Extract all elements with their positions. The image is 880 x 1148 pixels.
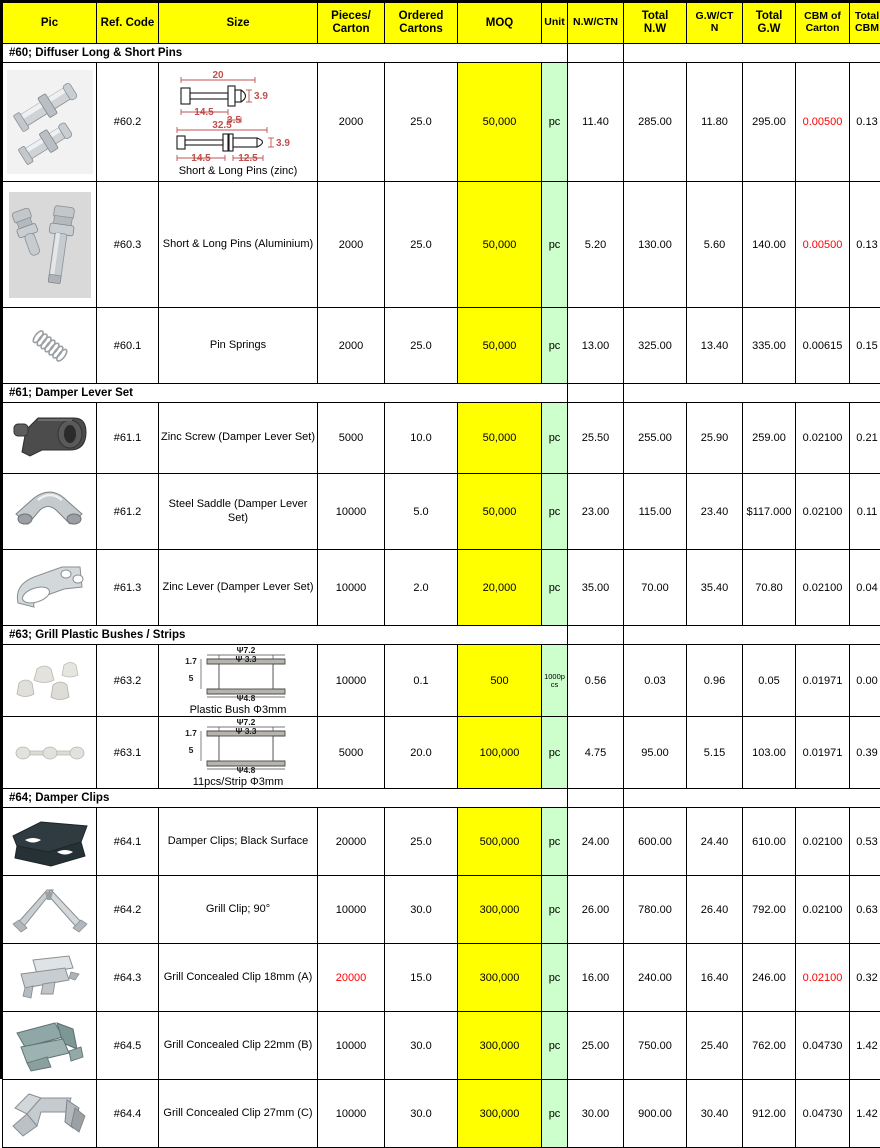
cell-size: [159, 403, 318, 474]
cell-ordered-cartons: 20.0: [385, 717, 458, 789]
svg-text:3.5: 3.5: [227, 115, 241, 126]
cell-gw-per-ctn: 25.90: [687, 403, 743, 474]
cell-cbm-of-carton: 0.02100: [796, 944, 850, 1012]
col-header-ref-code: Ref. Code: [97, 3, 159, 44]
table-row: [3, 182, 880, 308]
cell-ordered-cartons: 10.0: [385, 403, 458, 474]
section-spacer-cell: [568, 384, 624, 403]
cell-moq: 500,000: [458, 808, 542, 876]
cbmc-line2: Carton: [806, 22, 840, 34]
photo-zinc-screw: [8, 410, 92, 466]
cell-cbm-of-carton: 0.02100: [796, 808, 850, 876]
cell-total-cbm: 0.13: [850, 182, 880, 308]
cell-total-gw: 335.00: [743, 308, 796, 384]
cell-picture: [3, 876, 97, 944]
cell-total-gw: 762.00: [743, 1012, 796, 1080]
cell-cbm-of-carton: 0.02100: [796, 876, 850, 944]
cell-picture: [3, 808, 97, 876]
pcs-line1: Pieces/: [331, 10, 371, 22]
svg-text:Ψ7.2: Ψ7.2: [237, 645, 256, 655]
unit-line1: 1000p: [544, 672, 565, 681]
cell-gw-per-ctn: 24.40: [687, 808, 743, 876]
cell-nw-per-ctn: 5.20: [568, 182, 624, 308]
cell-unit: pc: [542, 1080, 568, 1148]
drawing-bush-dimensions: [167, 645, 309, 703]
cell-total-cbm: 0.13: [850, 63, 880, 182]
cell-cbm-of-carton: 0.00500: [796, 182, 850, 308]
table-row: [3, 403, 880, 474]
col-header-pieces-carton: [318, 3, 385, 44]
photo-zinc-lever: [3, 559, 96, 617]
cell-moq: 300,000: [458, 944, 542, 1012]
cell-total-cbm: 1.42: [850, 1080, 880, 1148]
cell-unit: pc: [542, 876, 568, 944]
size-text: Grill Concealed Clip 18mm (A): [159, 971, 317, 985]
cell-moq: 50,000: [458, 308, 542, 384]
size-text: Short & Long Pins (Aluminium): [159, 238, 317, 252]
cell-cbm-of-carton: 0.02100: [796, 550, 850, 626]
photo-plastic-bushes: [3, 655, 96, 707]
col-header-moq: MOQ: [458, 3, 542, 44]
table-body: [3, 3, 880, 1148]
cell-picture: [3, 1080, 97, 1148]
drawing-caption: 11pcs/Strip Φ3mm: [193, 776, 284, 788]
packing-list-table: [2, 2, 880, 1148]
svg-text:Ψ 3.3: Ψ 3.3: [235, 654, 256, 664]
cell-size: [159, 474, 318, 550]
cell-pieces-per-carton: 10000: [318, 1080, 385, 1148]
col-header-nw-per-ctn: N.W/CTN: [568, 3, 624, 44]
cell-cbm-of-carton: 0.04730: [796, 1080, 850, 1148]
svg-text:3.9: 3.9: [276, 138, 290, 149]
cell-total-gw: 295.00: [743, 63, 796, 182]
col-header-total-gw: [743, 3, 796, 44]
cell-size: [159, 1080, 318, 1148]
tnw-line2: N.W: [644, 23, 666, 35]
cell-picture: [3, 474, 97, 550]
table-row: [3, 474, 880, 550]
cell-cbm-of-carton: 0.01971: [796, 645, 850, 717]
cell-cbm-of-carton: 0.02100: [796, 403, 850, 474]
cell-size: [159, 645, 318, 717]
cell-gw-per-ctn: 16.40: [687, 944, 743, 1012]
col-header-ordered-cartons: [385, 3, 458, 44]
cell-nw-per-ctn: 0.56: [568, 645, 624, 717]
table-row: [3, 645, 880, 717]
cell-ordered-cartons: 30.0: [385, 1012, 458, 1080]
cell-total-nw: 70.00: [624, 550, 687, 626]
section-spacer-wide: [624, 384, 880, 403]
cell-total-gw: 610.00: [743, 808, 796, 876]
photo-chrome-pins: [7, 70, 93, 174]
cell-unit: pc: [542, 808, 568, 876]
svg-text:14.5: 14.5: [194, 107, 214, 118]
cell-total-nw: 130.00: [624, 182, 687, 308]
drawing-bush-dimensions: [167, 717, 309, 775]
cell-size: [159, 1012, 318, 1080]
cell-ref-code: #64.1: [97, 808, 159, 876]
svg-text:Ψ7.2: Ψ7.2: [237, 717, 256, 727]
ord-line2: Cartons: [399, 23, 442, 35]
cell-total-cbm: 0.39: [850, 717, 880, 789]
cell-total-nw: 0.03: [624, 645, 687, 717]
cell-total-cbm: 0.53: [850, 808, 880, 876]
cell-nw-per-ctn: 24.00: [568, 808, 624, 876]
cell-total-gw: 246.00: [743, 944, 796, 1012]
cell-total-cbm: 0.32: [850, 944, 880, 1012]
photo-bush-strip: [3, 736, 96, 770]
cell-ref-code: #60.3: [97, 182, 159, 308]
photo-aluminium-pins: [3, 192, 96, 298]
table-row: [3, 717, 880, 789]
photo-grill-clip-90: [3, 880, 96, 940]
photo-concealed-clip-27: [3, 1086, 96, 1142]
svg-text:Ψ4.8: Ψ4.8: [237, 765, 256, 775]
table-row: [3, 550, 880, 626]
cell-picture: [3, 645, 97, 717]
cell-ref-code: #63.1: [97, 717, 159, 789]
cell-nw-per-ctn: 16.00: [568, 944, 624, 1012]
cell-ref-code: #61.3: [97, 550, 159, 626]
cell-pieces-per-carton: 10000: [318, 876, 385, 944]
svg-text:1.7: 1.7: [185, 728, 197, 738]
cell-nw-per-ctn: 30.00: [568, 1080, 624, 1148]
cell-total-gw: $117.000: [743, 474, 796, 550]
cell-unit: pc: [542, 944, 568, 1012]
cell-gw-per-ctn: 5.15: [687, 717, 743, 789]
col-header-unit: Unit: [542, 3, 568, 44]
cbmc-line1: CBM of: [804, 10, 841, 22]
cell-moq: 50,000: [458, 182, 542, 308]
cell-nw-per-ctn: 23.00: [568, 474, 624, 550]
cell-total-nw: 255.00: [624, 403, 687, 474]
cell-ref-code: #61.2: [97, 474, 159, 550]
cell-cbm-of-carton: 0.00500: [796, 63, 850, 182]
section-title: #64; Damper Clips: [3, 789, 568, 808]
cell-pieces-per-carton: 2000: [318, 182, 385, 308]
cell-total-cbm: 0.11: [850, 474, 880, 550]
cell-nw-per-ctn: 25.50: [568, 403, 624, 474]
section-header-row: [3, 44, 880, 63]
table-row: [3, 876, 880, 944]
cell-pieces-per-carton: 10000: [318, 1012, 385, 1080]
cell-size: [159, 308, 318, 384]
cell-ref-code: #60.2: [97, 63, 159, 182]
photo-concealed-clip-27: [7, 1086, 93, 1142]
svg-text:Ψ 3.3: Ψ 3.3: [235, 726, 256, 736]
cell-ordered-cartons: 0.1: [385, 645, 458, 717]
cell-ordered-cartons: 25.0: [385, 308, 458, 384]
tcbm-line1: Total: [855, 10, 879, 22]
section-spacer-cell: [568, 789, 624, 808]
photo-zinc-screw: [3, 410, 96, 466]
svg-text:12.5: 12.5: [238, 153, 258, 164]
cell-picture: [3, 717, 97, 789]
ord-line1: Ordered: [399, 10, 444, 22]
cell-size: [159, 808, 318, 876]
photo-bush-strip: [7, 736, 93, 770]
cell-nw-per-ctn: 11.40: [568, 63, 624, 182]
cell-ordered-cartons: 25.0: [385, 808, 458, 876]
drawing-pins-dimensions: [163, 68, 313, 164]
photo-damper-clip-black: [3, 812, 96, 872]
section-header-row: [3, 384, 880, 403]
cell-pieces-per-carton: 10000: [318, 550, 385, 626]
unit-line2: cs: [551, 680, 559, 689]
table-header-row: [3, 3, 880, 44]
cell-size: [159, 550, 318, 626]
size-text: Grill Clip; 90°: [159, 903, 317, 917]
cell-moq: 50,000: [458, 403, 542, 474]
photo-aluminium-pins: [9, 192, 91, 298]
section-title: #63; Grill Plastic Bushes / Strips: [3, 626, 568, 645]
cell-ref-code: #63.2: [97, 645, 159, 717]
section-spacer-cell: [568, 44, 624, 63]
cell-gw-per-ctn: 26.40: [687, 876, 743, 944]
photo-pin-spring: [26, 325, 74, 367]
cell-cbm-of-carton: 0.04730: [796, 1012, 850, 1080]
photo-plastic-bushes: [7, 655, 93, 707]
cell-ref-code: #61.1: [97, 403, 159, 474]
cell-moq: 300,000: [458, 876, 542, 944]
tgw-line1: Total: [756, 10, 783, 22]
svg-text:20: 20: [212, 70, 224, 81]
photo-chrome-pins: [3, 70, 96, 174]
pcs-line2: Carton: [332, 23, 369, 35]
size-text: Steel Saddle (Damper Lever Set): [159, 498, 317, 526]
table-row: [3, 1012, 880, 1080]
cell-pieces-per-carton: 5000: [318, 403, 385, 474]
photo-concealed-clip-22: [7, 1017, 93, 1075]
cell-unit: pc: [542, 308, 568, 384]
cell-moq: 300,000: [458, 1012, 542, 1080]
cell-unit: pc: [542, 550, 568, 626]
col-header-size: Size: [159, 3, 318, 44]
cell-nw-per-ctn: 4.75: [568, 717, 624, 789]
section-header-row: [3, 789, 880, 808]
svg-text:3.9: 3.9: [254, 91, 268, 102]
cell-pieces-per-carton: 2000: [318, 63, 385, 182]
cell-unit: pc: [542, 717, 568, 789]
cell-picture: [3, 308, 97, 384]
cell-total-nw: 325.00: [624, 308, 687, 384]
section-spacer-wide: [624, 626, 880, 645]
cell-size: [159, 944, 318, 1012]
cell-picture: [3, 550, 97, 626]
cell-ref-code: #64.3: [97, 944, 159, 1012]
cell-cbm-of-carton: 0.00615: [796, 308, 850, 384]
cell-total-gw: 912.00: [743, 1080, 796, 1148]
cell-ordered-cartons: 30.0: [385, 1080, 458, 1148]
size-text: Zinc Screw (Damper Lever Set): [159, 431, 317, 445]
gwctn-line2: N: [711, 22, 719, 34]
cell-ordered-cartons: 30.0: [385, 876, 458, 944]
cell-picture: [3, 182, 97, 308]
cell-cbm-of-carton: 0.02100: [796, 474, 850, 550]
cell-unit: pc: [542, 403, 568, 474]
table-row: [3, 944, 880, 1012]
svg-text:1.7: 1.7: [185, 656, 197, 666]
table-row: [3, 808, 880, 876]
cell-moq: 100,000: [458, 717, 542, 789]
section-title: #61; Damper Lever Set: [3, 384, 568, 403]
svg-text:5: 5: [189, 673, 194, 683]
cell-moq: 50,000: [458, 474, 542, 550]
cell-pieces-per-carton: 20000: [318, 808, 385, 876]
svg-text:5: 5: [189, 745, 194, 755]
photo-pin-spring: [3, 325, 96, 367]
col-header-total-cbm: [850, 3, 880, 44]
cell-total-gw: 140.00: [743, 182, 796, 308]
table-row: [3, 63, 880, 182]
cell-ref-code: #64.4: [97, 1080, 159, 1148]
cell-gw-per-ctn: 23.40: [687, 474, 743, 550]
svg-text:14.5: 14.5: [191, 153, 211, 164]
cell-pieces-per-carton: 20000: [318, 944, 385, 1012]
cell-picture: [3, 944, 97, 1012]
cell-total-nw: 115.00: [624, 474, 687, 550]
cell-size: [159, 717, 318, 789]
table-row: [3, 308, 880, 384]
section-title: #60; Diffuser Long & Short Pins: [3, 44, 568, 63]
cell-moq: 300,000: [458, 1080, 542, 1148]
section-spacer-wide: [624, 789, 880, 808]
cell-cbm-of-carton: 0.01971: [796, 717, 850, 789]
cell-ordered-cartons: 25.0: [385, 182, 458, 308]
cell-total-cbm: 1.42: [850, 1012, 880, 1080]
cell-total-gw: 0.05: [743, 645, 796, 717]
cell-total-nw: 780.00: [624, 876, 687, 944]
cell-unit: pc: [542, 1012, 568, 1080]
cell-total-nw: 285.00: [624, 63, 687, 182]
col-header-total-nw: [624, 3, 687, 44]
table-row: [3, 1080, 880, 1148]
cell-ordered-cartons: 15.0: [385, 944, 458, 1012]
cell-pieces-per-carton: 2000: [318, 308, 385, 384]
cell-picture: [3, 403, 97, 474]
size-drawing: [159, 68, 317, 177]
photo-grill-clip-90: [7, 880, 93, 940]
cell-gw-per-ctn: 30.40: [687, 1080, 743, 1148]
cell-gw-per-ctn: 0.96: [687, 645, 743, 717]
cell-total-cbm: 0.63: [850, 876, 880, 944]
svg-text:32.5: 32.5: [212, 120, 232, 131]
size-text: Pin Springs: [159, 339, 317, 353]
tnw-line1: Total: [642, 10, 669, 22]
cell-ref-code: #64.5: [97, 1012, 159, 1080]
cell-pieces-per-carton: 10000: [318, 474, 385, 550]
cell-nw-per-ctn: 35.00: [568, 550, 624, 626]
cell-total-nw: 240.00: [624, 944, 687, 1012]
cell-unit: pc: [542, 474, 568, 550]
photo-concealed-clip-18: [3, 950, 96, 1006]
cell-total-cbm: 0.15: [850, 308, 880, 384]
cell-total-gw: 103.00: [743, 717, 796, 789]
size-text: Zinc Lever (Damper Lever Set): [159, 581, 317, 595]
cell-pieces-per-carton: 10000: [318, 645, 385, 717]
cell-picture: [3, 63, 97, 182]
size-drawing: [159, 645, 317, 716]
cell-moq: 20,000: [458, 550, 542, 626]
size-drawing: [159, 717, 317, 788]
section-spacer-cell: [568, 626, 624, 645]
cell-total-nw: 600.00: [624, 808, 687, 876]
cell-pieces-per-carton: 5000: [318, 717, 385, 789]
cell-size: [159, 876, 318, 944]
cell-ref-code: #60.1: [97, 308, 159, 384]
cell-gw-per-ctn: 5.60: [687, 182, 743, 308]
section-header-row: [3, 626, 880, 645]
gwctn-line1: G.W/CT: [696, 10, 734, 22]
cell-picture: [3, 1012, 97, 1080]
section-spacer-wide: [624, 44, 880, 63]
cell-gw-per-ctn: 11.80: [687, 63, 743, 182]
col-header-gw-per-ctn: [687, 3, 743, 44]
cell-total-cbm: 0.00: [850, 645, 880, 717]
tcbm-line2: CBM: [855, 22, 879, 34]
cell-ordered-cartons: 2.0: [385, 550, 458, 626]
size-text: Grill Concealed Clip 22mm (B): [159, 1039, 317, 1053]
photo-zinc-lever: [8, 559, 92, 617]
cell-gw-per-ctn: 35.40: [687, 550, 743, 626]
cell-gw-per-ctn: 25.40: [687, 1012, 743, 1080]
svg-text:Ψ4.8: Ψ4.8: [237, 693, 256, 703]
cell-moq: 500: [458, 645, 542, 717]
cell-nw-per-ctn: 26.00: [568, 876, 624, 944]
cell-total-gw: 792.00: [743, 876, 796, 944]
tgw-line2: G.W: [758, 23, 781, 35]
cell-unit: pc: [542, 182, 568, 308]
cell-size: [159, 182, 318, 308]
cell-total-cbm: 0.21: [850, 403, 880, 474]
cell-ref-code: #64.2: [97, 876, 159, 944]
cell-total-gw: 259.00: [743, 403, 796, 474]
drawing-caption: Short & Long Pins (zinc): [179, 165, 298, 177]
photo-steel-saddle: [3, 484, 96, 540]
photo-damper-clip-black: [7, 812, 93, 872]
col-header-pic: Pic: [3, 3, 97, 44]
cell-moq: 50,000: [458, 63, 542, 182]
cell-total-cbm: 0.04: [850, 550, 880, 626]
photo-concealed-clip-18: [7, 950, 93, 1006]
cell-size: [159, 63, 318, 182]
cell-nw-per-ctn: 13.00: [568, 308, 624, 384]
cell-ordered-cartons: 25.0: [385, 63, 458, 182]
cell-ordered-cartons: 5.0: [385, 474, 458, 550]
cell-nw-per-ctn: 25.00: [568, 1012, 624, 1080]
photo-steel-saddle: [8, 484, 92, 540]
cell-unit: pc: [542, 63, 568, 182]
cell-total-gw: 70.80: [743, 550, 796, 626]
cell-unit: [542, 645, 568, 717]
photo-concealed-clip-22: [3, 1017, 96, 1075]
size-text: Damper Clips; Black Surface: [159, 835, 317, 849]
col-header-cbm-of-carton: [796, 3, 850, 44]
drawing-caption: Plastic Bush Φ3mm: [190, 704, 287, 716]
cell-total-nw: 750.00: [624, 1012, 687, 1080]
cell-gw-per-ctn: 13.40: [687, 308, 743, 384]
size-text: Grill Concealed Clip 27mm (C): [159, 1107, 317, 1121]
cell-total-nw: 95.00: [624, 717, 687, 789]
cell-total-nw: 900.00: [624, 1080, 687, 1148]
